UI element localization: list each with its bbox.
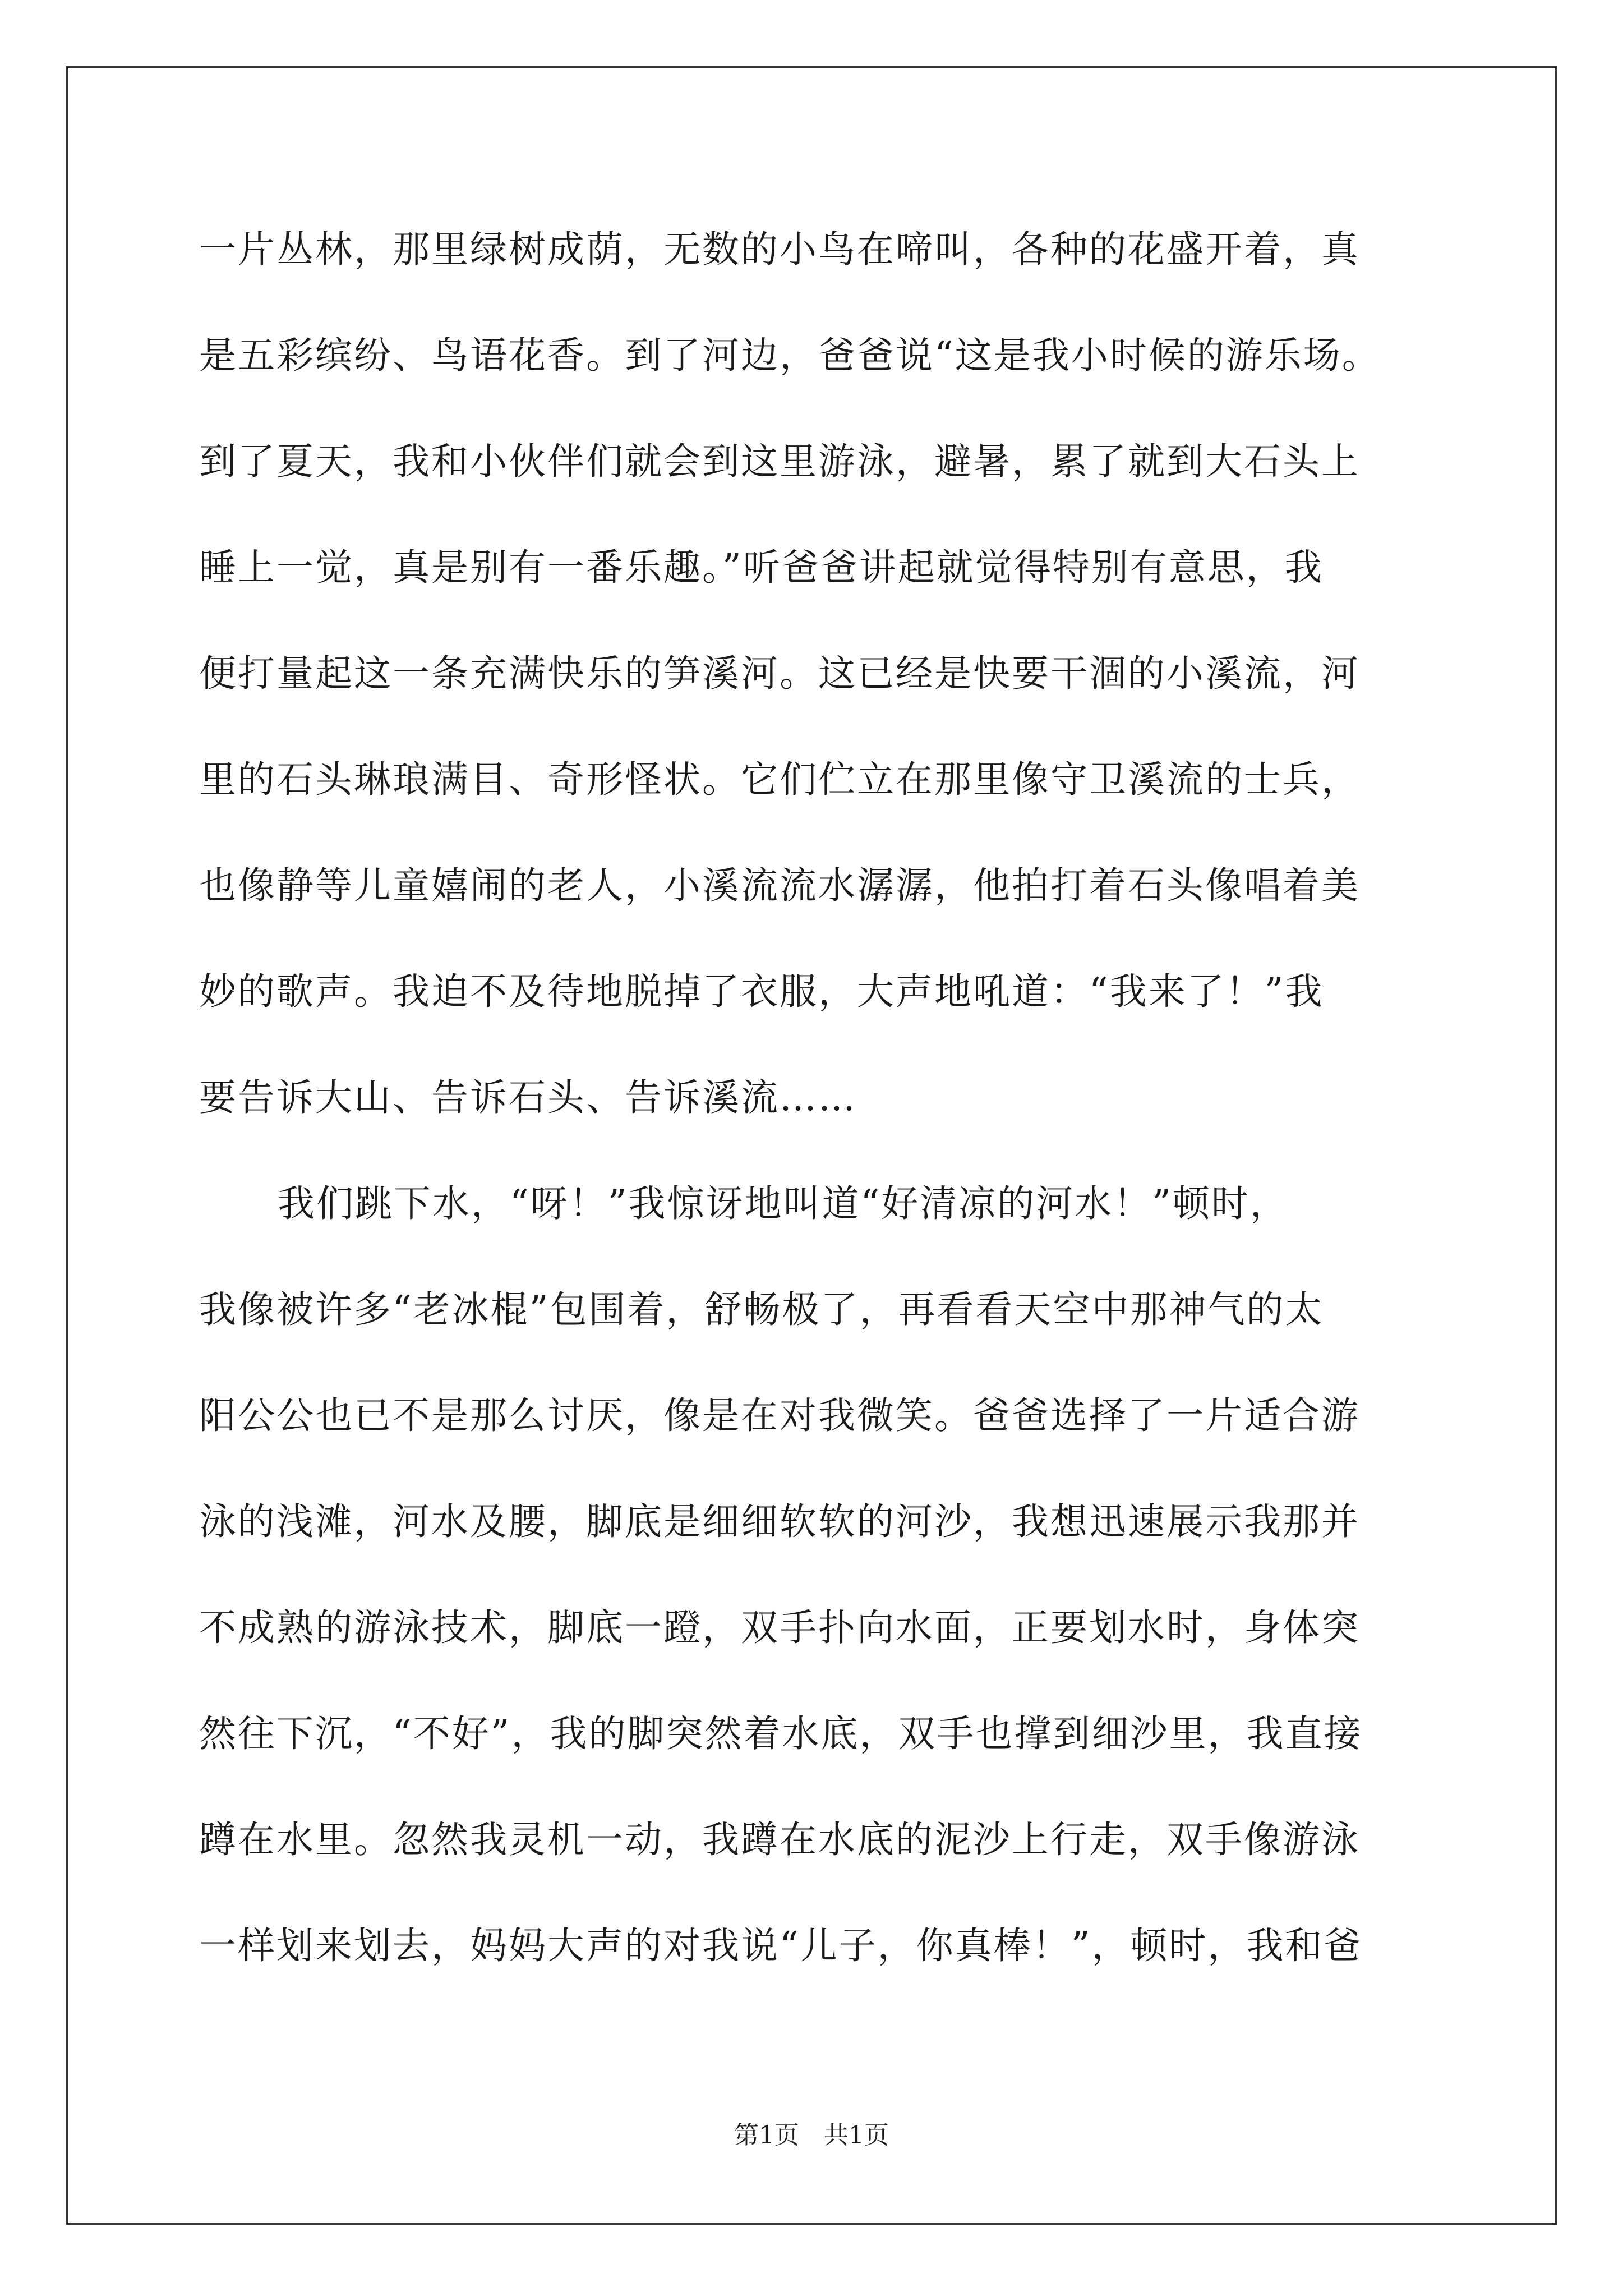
text-line: 妙的歌声。我迫不及待地脱掉了衣服，大声地吼道：“我来了！”我	[199, 970, 1324, 1013]
text-line: 一片丛林，那里绿树成荫，无数的小鸟在啼叫，各种的花盛开着，真	[199, 228, 1360, 271]
text-line: 蹲在水里。忽然我灵机一动，我蹲在水底的泥沙上行走，双手像游泳	[199, 1818, 1360, 1861]
text-line: 睡上一觉，真是别有一番乐趣。”听爸爸讲起就觉得特别有意思，我	[199, 546, 1324, 589]
text-line: 阳公公也已不是那么讨厌，像是在对我微笑。爸爸选择了一片适合游	[199, 1394, 1360, 1437]
text-line: 里的石头琳琅满目、奇形怪状。它们伫立在那里像守卫溪流的士兵，	[199, 758, 1360, 801]
text-line: 我像被许多“老冰棍”包围着，舒畅极了，再看看天空中那神气的太	[199, 1288, 1324, 1331]
text-line: 到了夏天，我和小伙伴们就会到这里游泳，避暑，累了就到大石头上	[199, 440, 1360, 483]
document-body	[199, 216, 1433, 2018]
text-line: 便打量起这一条充满快乐的笋溪河。这已经是快要干涸的小溪流，河	[199, 652, 1360, 695]
text-line: 是五彩缤纷、鸟语花香。到了河边，爸爸说“这是我小时候的游乐场。	[199, 334, 1381, 377]
page-number-footer: 第1页 共1页	[734, 2121, 889, 2150]
text-line: 泳的浅滩，河水及腰，脚底是细细软软的河沙，我想迅速展示我那并	[199, 1500, 1360, 1543]
text-line: 也像静等儿童嬉闹的老人，小溪流流水潺潺，他拍打着石头像唱着美	[199, 864, 1360, 907]
text-line: 一样划来划去，妈妈大声的对我说“儿子，你真棒！”，顿时，我和爸	[199, 1924, 1363, 1967]
text-line: 不成熟的游泳技术，脚底一蹬，双手扑向水面，正要划水时，身体突	[199, 1606, 1360, 1649]
text-line: 然往下沉，“不好”，我的脚突然着水底，双手也撑到细沙里，我直接	[199, 1712, 1363, 1755]
text-line: 要告诉大山、告诉石头、告诉溪流……	[199, 1076, 857, 1119]
paragraph-start-line: 我们跳下水，“呀！”我惊讶地叫道“好清凉的河水！”顿时，	[278, 1182, 1289, 1225]
